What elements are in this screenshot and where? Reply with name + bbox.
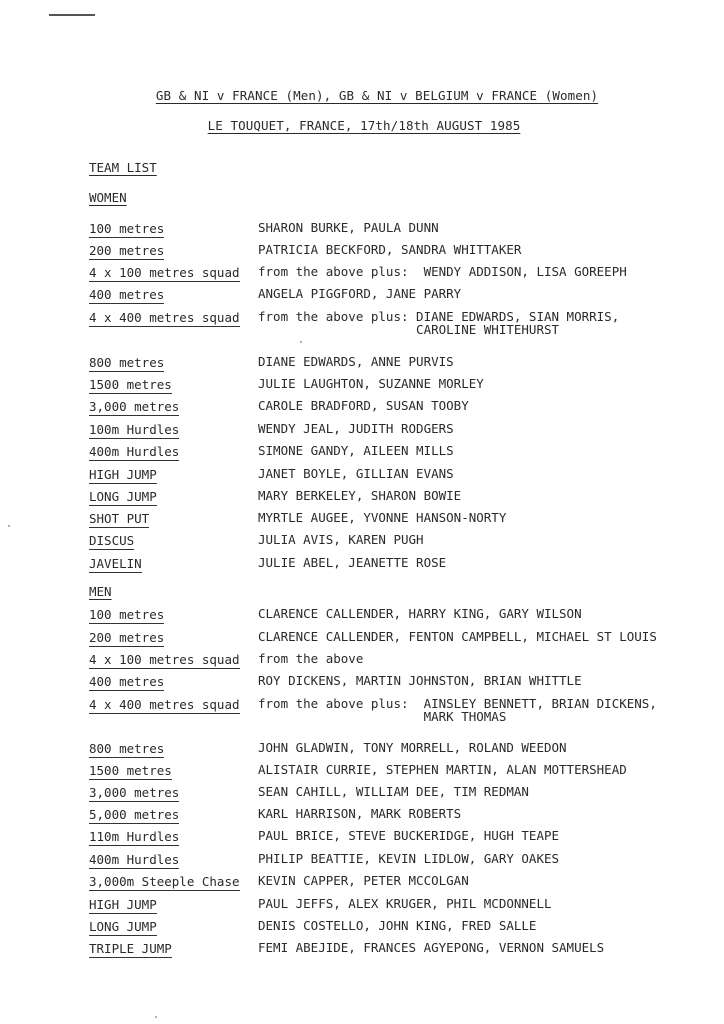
athlete-names: ROY DICKENS, MARTIN JOHNSTON, BRIAN WHITTLE bbox=[258, 673, 582, 688]
event-name: 3,000 metres bbox=[89, 785, 180, 800]
athlete-names: ALISTAIR CURRIE, STEPHEN MARTIN, ALAN MOTTERSHEAD bbox=[258, 762, 627, 777]
athlete-names: MARY BERKELEY, SHARON BOWIE bbox=[258, 488, 462, 503]
paper-speck bbox=[300, 341, 302, 343]
athlete-names: WENDY JEAL, JUDITH RODGERS bbox=[258, 421, 454, 436]
athlete-names: KARL HARRISON, MARK ROBERTS bbox=[258, 806, 462, 821]
event-name: 1500 metres bbox=[89, 763, 172, 778]
event-row bbox=[0, 355, 724, 375]
event-row bbox=[0, 556, 724, 576]
athlete-names: DIANE EDWARDS, ANNE PURVIS bbox=[258, 354, 454, 369]
event-name: 800 metres bbox=[89, 355, 165, 370]
athlete-names: PAUL JEFFS, ALEX KRUGER, PHIL MCDONNELL bbox=[258, 896, 552, 911]
event-row bbox=[0, 807, 724, 827]
athlete-names: CAROLE BRADFORD, SUSAN TOOBY bbox=[258, 398, 469, 413]
event-row bbox=[0, 511, 724, 531]
event-name: 110m Hurdles bbox=[89, 829, 180, 844]
event-name: DISCUS bbox=[89, 533, 135, 548]
athlete-names: PHILIP BEATTIE, KEVIN LIDLOW, GARY OAKES bbox=[258, 851, 560, 866]
athlete-names: SHARON BURKE, PAULA DUNN bbox=[258, 220, 439, 235]
event-name: LONG JUMP bbox=[89, 489, 157, 504]
header-line-2: LE TOUQUET, FRANCE, 17th/18th AUGUST 1985 bbox=[207, 118, 521, 133]
event-row bbox=[0, 741, 724, 761]
athlete-names: CLARENCE CALLENDER, FENTON CAMPBELL, MICHAEL ST LOUIS bbox=[258, 629, 657, 644]
event-row bbox=[0, 852, 724, 872]
event-name: 4 x 400 metres squad bbox=[89, 310, 240, 325]
event-name: 400 metres bbox=[89, 287, 165, 302]
event-row bbox=[0, 265, 724, 285]
event-name: 100m Hurdles bbox=[89, 422, 180, 437]
event-row bbox=[0, 422, 724, 442]
athlete-names: DENIS COSTELLO, JOHN KING, FRED SALLE bbox=[258, 918, 537, 933]
team-list-label: TEAM LIST bbox=[89, 160, 157, 175]
event-row bbox=[0, 309, 724, 337]
event-row bbox=[0, 399, 724, 419]
paper-speck bbox=[155, 1016, 157, 1018]
athlete-names: PAUL BRICE, STEVE BUCKERIDGE, HUGH TEAPE bbox=[258, 828, 560, 843]
event-name: 100 metres bbox=[89, 607, 165, 622]
event-row bbox=[0, 941, 724, 961]
event-row bbox=[0, 444, 724, 464]
event-name: SHOT PUT bbox=[89, 511, 150, 526]
event-name: LONG JUMP bbox=[89, 919, 157, 934]
event-row bbox=[0, 897, 724, 917]
athlete-names: FEMI ABEJIDE, FRANCES AGYEPONG, VERNON SAMUELS bbox=[258, 940, 605, 955]
athlete-names: from the above plus: AINSLEY BENNETT, BRIAN DICKENS, MARK THOMAS bbox=[258, 696, 657, 724]
event-name: 5,000 metres bbox=[89, 807, 180, 822]
event-row bbox=[0, 221, 724, 241]
event-row bbox=[0, 533, 724, 553]
athlete-names: KEVIN CAPPER, PETER MCCOLGAN bbox=[258, 873, 469, 888]
event-name: 800 metres bbox=[89, 741, 165, 756]
event-row bbox=[0, 874, 724, 894]
event-row bbox=[0, 785, 724, 805]
athlete-names: JANET BOYLE, GILLIAN EVANS bbox=[258, 466, 454, 481]
women-label: WOMEN bbox=[89, 190, 127, 205]
event-row bbox=[0, 696, 724, 724]
event-name: 200 metres bbox=[89, 630, 165, 645]
athlete-names: MYRTLE AUGEE, YVONNE HANSON-NORTY bbox=[258, 510, 507, 525]
event-row bbox=[0, 489, 724, 509]
event-name: HIGH JUMP bbox=[89, 467, 157, 482]
event-name: 3,000 metres bbox=[89, 399, 180, 414]
event-name: 4 x 100 metres squad bbox=[89, 265, 240, 280]
corner-mark bbox=[49, 14, 95, 16]
event-name: JAVELIN bbox=[89, 556, 142, 571]
event-name: 3,000m Steeple Chase bbox=[89, 874, 240, 889]
header-line-1: GB & NI v FRANCE (Men), GB & NI v BELGIUM v FRANCE (Women) bbox=[155, 88, 599, 103]
event-row bbox=[0, 829, 724, 849]
athlete-names: ANGELA PIGGFORD, JANE PARRY bbox=[258, 286, 462, 301]
men-label: MEN bbox=[89, 584, 112, 599]
event-name: 100 metres bbox=[89, 221, 165, 236]
event-row bbox=[0, 674, 724, 694]
event-name: HIGH JUMP bbox=[89, 897, 157, 912]
event-name: 400 metres bbox=[89, 674, 165, 689]
event-row bbox=[0, 467, 724, 487]
athlete-names: JULIE ABEL, JEANETTE ROSE bbox=[258, 555, 447, 570]
event-row bbox=[0, 652, 724, 672]
event-row bbox=[0, 607, 724, 627]
athlete-names: JOHN GLADWIN, TONY MORRELL, ROLAND WEEDON bbox=[258, 740, 567, 755]
athlete-names: JULIE LAUGHTON, SUZANNE MORLEY bbox=[258, 376, 484, 391]
event-row bbox=[0, 377, 724, 397]
event-name: 1500 metres bbox=[89, 377, 172, 392]
event-name: 400m Hurdles bbox=[89, 852, 180, 867]
athlete-names: SEAN CAHILL, WILLIAM DEE, TIM REDMAN bbox=[258, 784, 529, 799]
athlete-names: from the above bbox=[258, 651, 364, 666]
paper-speck bbox=[8, 525, 10, 527]
athlete-names: from the above plus: DIANE EDWARDS, SIAN MORRIS, CAROLINE WHITEHURST bbox=[258, 309, 620, 337]
event-row bbox=[0, 763, 724, 783]
athlete-names: SIMONE GANDY, AILEEN MILLS bbox=[258, 443, 454, 458]
event-row bbox=[0, 243, 724, 263]
athlete-names: CLARENCE CALLENDER, HARRY KING, GARY WILSON bbox=[258, 606, 582, 621]
event-name: 200 metres bbox=[89, 243, 165, 258]
event-row bbox=[0, 919, 724, 939]
athlete-names: from the above plus: WENDY ADDISON, LISA GOREEPH bbox=[258, 264, 627, 279]
event-name: 4 x 400 metres squad bbox=[89, 697, 240, 712]
event-row bbox=[0, 287, 724, 307]
athlete-names: JULIA AVIS, KAREN PUGH bbox=[258, 532, 424, 547]
event-name: 400m Hurdles bbox=[89, 444, 180, 459]
event-row bbox=[0, 630, 724, 650]
event-name: TRIPLE JUMP bbox=[89, 941, 172, 956]
event-name: 4 x 100 metres squad bbox=[89, 652, 240, 667]
athlete-names: PATRICIA BECKFORD, SANDRA WHITTAKER bbox=[258, 242, 522, 257]
